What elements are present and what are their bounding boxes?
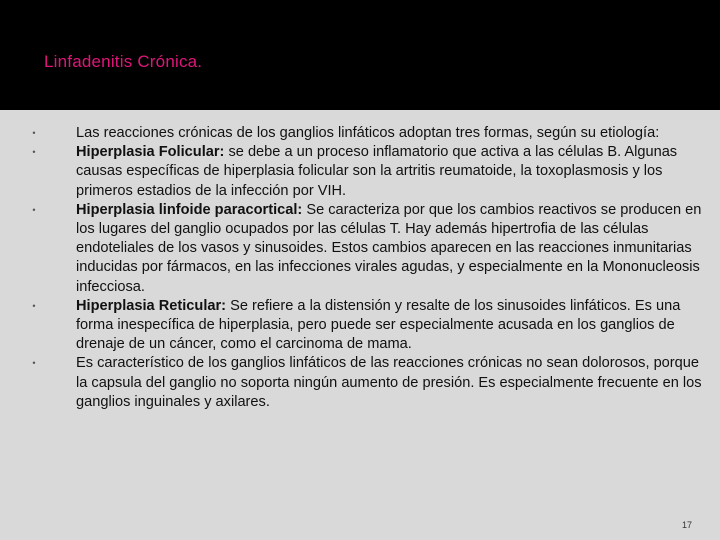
bullet-term: Hiperplasia Folicular: xyxy=(76,144,225,161)
bullet-item-reticular xyxy=(28,297,710,355)
slide-title: Linfadenitis Crónica. xyxy=(44,52,203,71)
bullet-icon: • xyxy=(32,128,36,138)
bullet-icon: • xyxy=(32,358,36,369)
bullet-icon: • xyxy=(32,147,36,158)
bullet-term: Hiperplasia linfoide paracortical: xyxy=(76,201,303,218)
bullet-item-intro xyxy=(28,124,710,143)
bullet-text: Se refiere a la distensión y resalte de los sinusoides linfáticos. Es una forma inespecífica de hiperplasia, pero puede ser especialmente acusada en los ganglios de drenaje de un cáncer, como el carcinoma de mama. xyxy=(76,297,681,353)
bullet-term: Hiperplasia Reticular: xyxy=(76,297,227,314)
bullet-text: se debe a un proceso inflamatorio que activa a las células B. Algunas causas específicas de hiperplasia folicular son la artritis reumatoide, la toxoplasmosis y los primeros estadios de la infección por VIH. xyxy=(76,144,678,199)
bullet-text: Es característico de los ganglios linfáticos de las reacciones crónicas no sean dolorosos, porque la capsula del ganglio no soporta ningún aumento de presión. Es especialmente frecuente en los ganglios inguinales y axilares. xyxy=(76,355,702,410)
bullet-icon: • xyxy=(32,204,36,215)
bullet-item-paracortical xyxy=(28,201,710,297)
bullet-list xyxy=(28,124,710,412)
bullet-text: Las reacciones crónicas de los ganglios linfáticos adoptan tres formas, según su etiología: xyxy=(76,125,660,141)
bullet-text: Se caracteriza por que los cambios reactivos se producen en los lugares del ganglio ocupados por las células T. Hay además hipertrofia de las células endoteliales de los vasos y sinusoides. Estos cambios aparecen en las reacciones inmunitarias inducidas por fármacos, en las infecciones virales agudas, y especialmente en la Mononucleosis infecciosa. xyxy=(76,201,702,295)
bullet-item-conclusion xyxy=(28,354,710,412)
page-number: 17 xyxy=(682,520,693,530)
bullet-item-folicular xyxy=(28,143,710,201)
bullet-icon: • xyxy=(32,300,36,311)
